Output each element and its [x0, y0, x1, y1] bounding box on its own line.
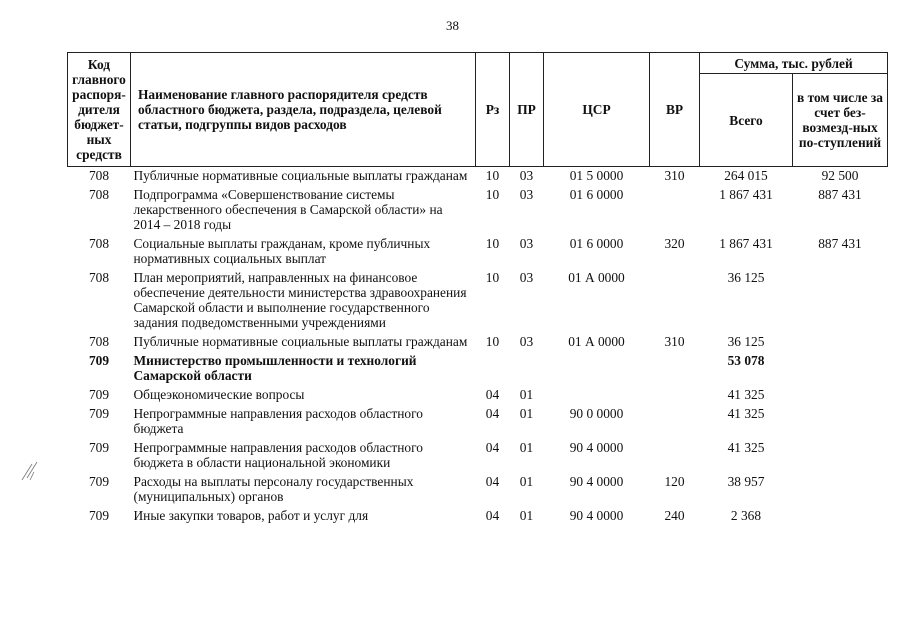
- cell-vr: 310: [664, 168, 685, 183]
- cell-total: 53 078: [727, 353, 765, 368]
- cell-name: План мероприятий, направленных на финансовое обеспечение деятельности министерства здравоохранения Самарской области и выполнение государственного задания подведомственными учреждениями: [133, 270, 467, 330]
- cell-name: Непрограммные направления расходов областного бюджета в области национальной экономики: [133, 440, 423, 470]
- cell-name: Министерство промышленности и технологий Самарской области: [133, 353, 417, 383]
- cell-rz: [476, 352, 510, 386]
- cell-vr: 120: [664, 474, 685, 489]
- cell-rz: 10: [485, 236, 500, 251]
- cell-name: Публичные нормативные социальные выплаты гражданам: [133, 334, 468, 349]
- cell-vr: 240: [664, 508, 685, 523]
- cell-pr: 01: [519, 508, 534, 523]
- cell-vr: [650, 186, 700, 235]
- table-row: [68, 507, 888, 526]
- cell-rz: 10: [485, 270, 500, 285]
- cell-vr: [650, 439, 700, 473]
- cell-grant: [793, 473, 888, 507]
- cell-code: 709: [88, 440, 110, 455]
- cell-name: Социальные выплаты гражданам, кроме публичных нормативных социальных выплат: [133, 236, 431, 266]
- cell-pr: 01: [519, 387, 534, 402]
- table-row: [68, 269, 888, 333]
- table-row: [68, 473, 888, 507]
- cell-pr: 03: [519, 270, 534, 285]
- budget-table: [67, 52, 888, 526]
- cell-code: 708: [88, 334, 110, 349]
- cell-pr: 01: [519, 440, 534, 455]
- cell-rz: 04: [485, 440, 500, 455]
- cell-name: Подпрограмма «Совершенствование системы лекарственного обеспечения в Самарской области» на 2014 – 2018 годы: [133, 187, 443, 232]
- cell-total: 41 325: [727, 406, 765, 421]
- header-sum-group: Сумма, тыс. рублей: [700, 53, 888, 74]
- cell-csr: 01 6 0000: [569, 236, 624, 251]
- cell-code: 709: [88, 387, 110, 402]
- cell-vr: 320: [664, 236, 685, 251]
- table-row: [68, 167, 888, 187]
- cell-grant: [793, 333, 888, 352]
- cell-code: 709: [88, 353, 110, 368]
- cell-pr: 03: [519, 334, 534, 349]
- page-number: 38: [446, 18, 459, 33]
- cell-total: 41 325: [727, 440, 765, 455]
- header-total: Всего: [700, 74, 793, 167]
- header-pr: ПР: [510, 53, 544, 167]
- cell-csr: 01 А 0000: [568, 334, 625, 349]
- cell-name: Расходы на выплаты персоналу государственных (муниципальных) органов: [133, 474, 414, 504]
- cell-csr: [544, 386, 650, 405]
- cell-total: 36 125: [727, 270, 765, 285]
- header-row-1: [68, 53, 888, 74]
- cell-csr: 01 5 0000: [569, 168, 624, 183]
- cell-rz: 04: [485, 474, 500, 489]
- cell-pr: 03: [519, 187, 534, 202]
- cell-vr: [650, 269, 700, 333]
- cell-grant: [793, 507, 888, 526]
- cell-total: 1 867 431: [719, 236, 773, 251]
- cell-csr: 01 6 0000: [569, 187, 624, 202]
- cell-grant: 887 431: [818, 187, 862, 202]
- table-body: [68, 167, 888, 527]
- cell-code: 709: [88, 474, 110, 489]
- cell-name: Непрограммные направления расходов областного бюджета: [133, 406, 423, 436]
- cell-pr: 03: [519, 168, 534, 183]
- cell-total: 38 957: [727, 474, 765, 489]
- cell-vr: [650, 405, 700, 439]
- cell-csr: 90 4 0000: [569, 474, 624, 489]
- cell-code: 709: [88, 406, 110, 421]
- table-row: [68, 439, 888, 473]
- cell-pr: 03: [519, 236, 534, 251]
- cell-pr: 01: [519, 474, 534, 489]
- cell-vr: 310: [664, 334, 685, 349]
- cell-rz: 10: [485, 334, 500, 349]
- cell-name: Публичные нормативные социальные выплаты гражданам: [133, 168, 468, 183]
- table-row: [68, 386, 888, 405]
- cell-csr: 90 4 0000: [569, 440, 624, 455]
- cell-csr: 01 А 0000: [568, 270, 625, 285]
- table-row: [68, 186, 888, 235]
- header-rz: Рз: [476, 53, 510, 167]
- cell-rz: 10: [485, 187, 500, 202]
- cell-grant: [793, 386, 888, 405]
- cell-code: 708: [88, 270, 110, 285]
- cell-total: 36 125: [727, 334, 765, 349]
- cell-name: Иные закупки товаров, работ и услуг для: [133, 508, 369, 523]
- cell-code: 708: [88, 168, 110, 183]
- cell-pr: 01: [519, 406, 534, 421]
- header-name: Наименование главного распорядителя средств областного бюджета, раздела, подраздела, целевой статьи, подгруппы видов расходов: [131, 53, 476, 167]
- cell-rz: 10: [485, 168, 500, 183]
- cell-vr: [650, 386, 700, 405]
- pen-mark: [18, 458, 48, 482]
- cell-rz: 04: [485, 406, 500, 421]
- cell-rz: 04: [485, 387, 500, 402]
- cell-csr: 90 0 0000: [569, 406, 624, 421]
- cell-rz: 04: [485, 508, 500, 523]
- table-row: [68, 352, 888, 386]
- cell-total: 2 368: [730, 508, 762, 523]
- cell-grant: [793, 405, 888, 439]
- cell-csr: [544, 352, 650, 386]
- cell-grant: 92 500: [821, 168, 859, 183]
- cell-total: 41 325: [727, 387, 765, 402]
- cell-grant: [793, 269, 888, 333]
- table-row: [68, 333, 888, 352]
- cell-code: 708: [88, 236, 110, 251]
- header-csr: ЦСР: [544, 53, 650, 167]
- header-vr: ВР: [650, 53, 700, 167]
- cell-code: 708: [88, 187, 110, 202]
- cell-grant: [793, 352, 888, 386]
- cell-csr: 90 4 0000: [569, 508, 624, 523]
- header-code: Код главного распоря-дителя бюджет-ных средств: [68, 53, 131, 167]
- cell-total: 1 867 431: [719, 187, 773, 202]
- cell-code: 709: [88, 508, 110, 523]
- cell-total: 264 015: [724, 168, 768, 183]
- cell-grant: 887 431: [818, 236, 862, 251]
- table-row: [68, 405, 888, 439]
- cell-pr: [510, 352, 544, 386]
- cell-vr: [650, 352, 700, 386]
- cell-grant: [793, 439, 888, 473]
- table-row: [68, 235, 888, 269]
- cell-name: Общеэкономические вопросы: [133, 387, 305, 402]
- header-grant: в том числе за счет без-возмезд-ных по-ступлений: [793, 74, 888, 167]
